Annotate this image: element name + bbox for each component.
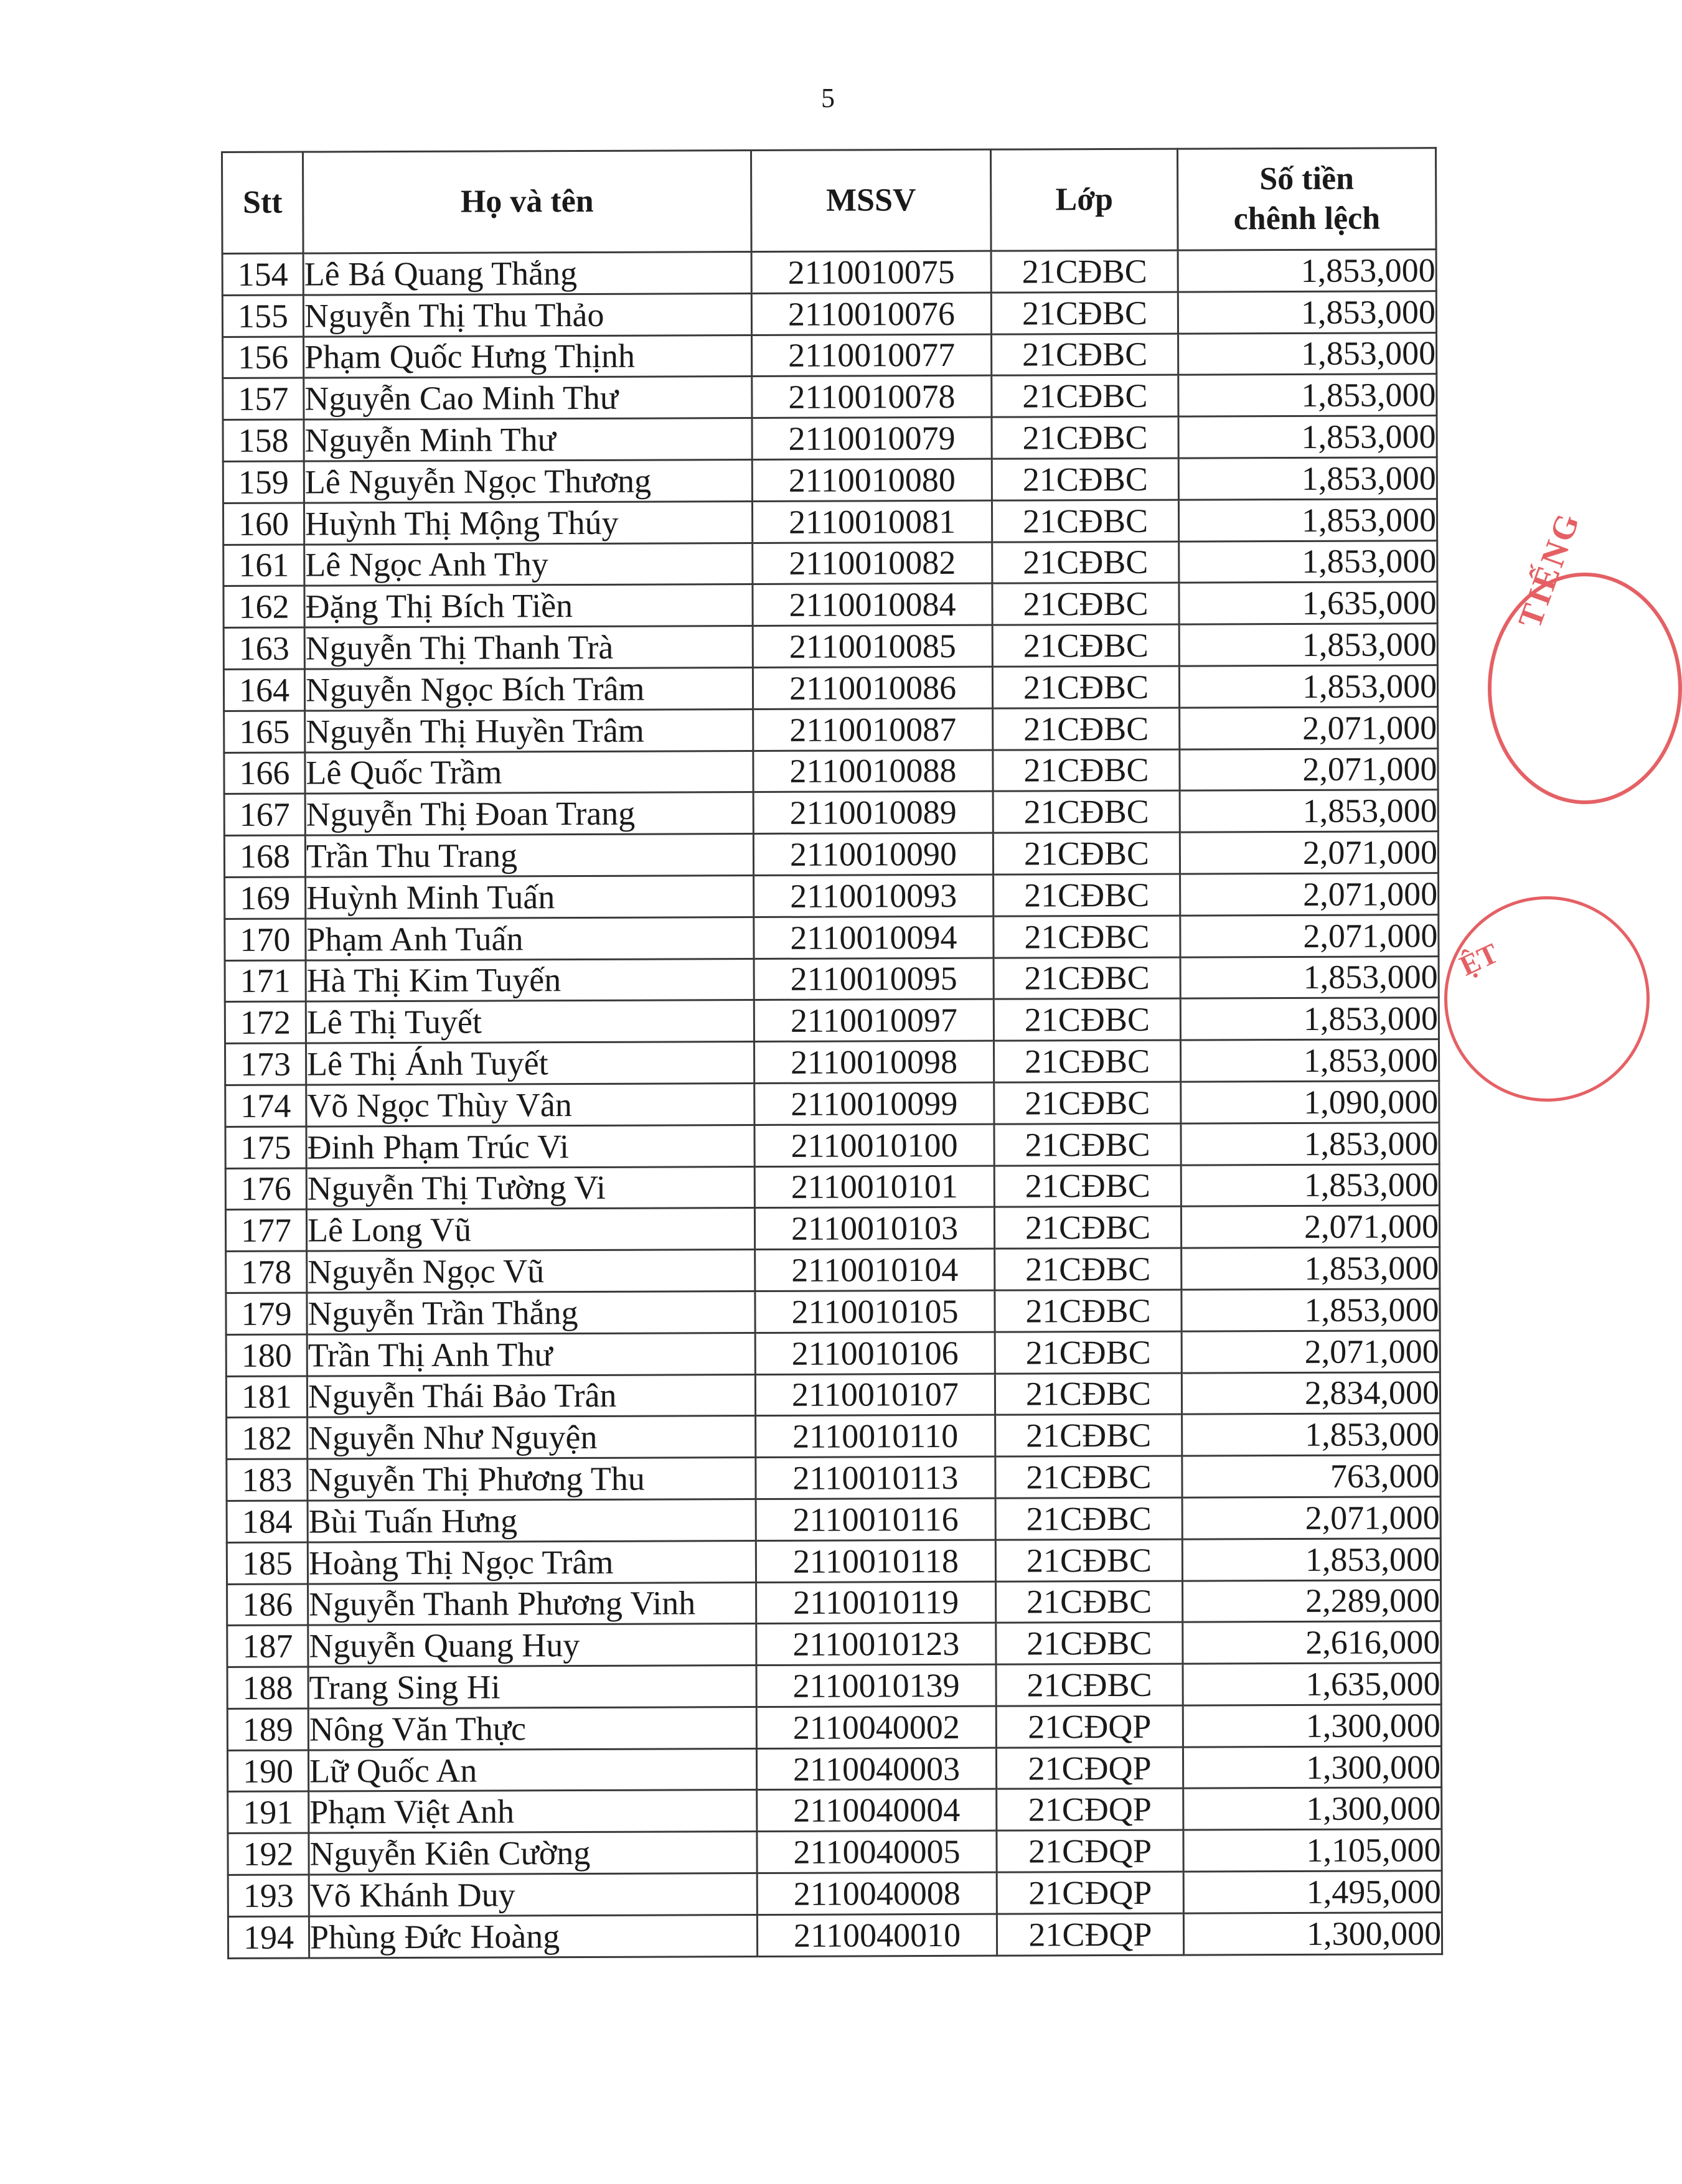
cell-amount: 1,853,000	[1180, 998, 1439, 1040]
table-row	[225, 1039, 1439, 1085]
header-amount	[1177, 148, 1436, 250]
cell-mssv: 2110010097	[754, 1000, 994, 1042]
cell-lop: 21CĐBC	[992, 375, 1178, 418]
cell-lop: 21CĐBC	[992, 500, 1178, 542]
header-amount-line2: chênh lệch	[1233, 200, 1381, 237]
header-stt: Stt	[222, 152, 304, 253]
cell-name: Trang Sing Hi	[308, 1666, 756, 1708]
cell-amount: 1,853,000	[1179, 540, 1437, 583]
cell-lop: 21CĐBC	[995, 1331, 1182, 1374]
cell-stt: 178	[226, 1251, 307, 1293]
cell-name: Nguyễn Ngọc Bích Trâm	[304, 667, 753, 710]
table-row	[227, 1746, 1441, 1792]
cell-stt: 156	[223, 337, 304, 378]
cell-amount: 1,853,000	[1182, 1413, 1440, 1456]
cell-stt: 158	[223, 419, 304, 461]
cell-stt: 180	[226, 1334, 307, 1376]
cell-mssv: 2110010075	[751, 251, 991, 293]
cell-name: Huỳnh Minh Tuấn	[306, 875, 754, 918]
cell-name: Phạm Anh Tuấn	[306, 917, 754, 960]
cell-mssv: 2110010081	[752, 500, 992, 543]
table-row	[225, 1206, 1439, 1252]
cell-amount: 2,071,000	[1182, 1330, 1440, 1372]
cell-name: Lê Nguyễn Ngọc Thương	[304, 460, 752, 503]
cell-name: Nguyễn Thị Thu Thảo	[303, 293, 751, 336]
table-row	[222, 291, 1436, 337]
cell-name: Nguyễn Thị Đoan Trang	[305, 792, 753, 835]
cell-mssv: 2110010106	[755, 1332, 995, 1374]
header-lop: Lớp	[990, 149, 1178, 251]
cell-lop: 21CĐBC	[993, 832, 1180, 874]
cell-name: Lê Ngọc Anh Thy	[304, 543, 753, 586]
cell-lop: 21CĐBC	[991, 250, 1178, 293]
cell-lop: 21CĐBC	[992, 334, 1178, 376]
cell-name: Nguyễn Thị Thanh Trà	[304, 626, 753, 669]
cell-name: Đặng Thị Bích Tiền	[304, 584, 753, 627]
cell-mssv: 2110040003	[756, 1748, 996, 1790]
cell-amount: 2,071,000	[1180, 706, 1438, 749]
page-number: 5	[821, 83, 835, 113]
table-row	[227, 1497, 1440, 1543]
cell-stt: 194	[228, 1916, 309, 1958]
cell-lop: 21CĐBC	[995, 1497, 1182, 1540]
cell-stt: 170	[225, 919, 306, 960]
cell-name: Nguyễn Thanh Phương Vinh	[308, 1582, 756, 1625]
cell-amount: 1,853,000	[1178, 332, 1437, 375]
cell-amount: 2,071,000	[1181, 1206, 1439, 1248]
cell-lop: 21CĐBC	[995, 1414, 1182, 1456]
cell-stt: 171	[225, 960, 306, 1002]
table-header-row	[222, 148, 1437, 254]
cell-name: Lê Quốc Trầm	[305, 751, 753, 794]
cell-amount: 1,495,000	[1183, 1871, 1442, 1913]
cell-stt: 183	[227, 1459, 308, 1501]
cell-amount: 1,090,000	[1181, 1081, 1439, 1123]
cell-name: Nông Văn Thực	[308, 1707, 756, 1750]
cell-name: Nguyễn Minh Thư	[304, 418, 752, 461]
cell-amount: 2,071,000	[1180, 748, 1438, 790]
table-row	[226, 1372, 1440, 1418]
cell-amount: 1,853,000	[1178, 291, 1436, 333]
cell-stt: 173	[225, 1043, 306, 1085]
cell-amount: 1,853,000	[1178, 457, 1437, 500]
cell-mssv: 2110010101	[754, 1166, 994, 1208]
cell-stt: 175	[225, 1127, 306, 1168]
cell-name: Bùi Tuấn Hưng	[308, 1499, 756, 1542]
cell-amount: 2,616,000	[1183, 1621, 1441, 1664]
cell-lop: 21CĐBC	[992, 541, 1179, 584]
table-row	[227, 1413, 1440, 1460]
cell-lop: 21CĐBC	[994, 874, 1180, 916]
table-row	[226, 1330, 1440, 1376]
cell-stt: 184	[227, 1501, 308, 1542]
cell-stt: 164	[223, 669, 304, 711]
cell-stt: 161	[223, 545, 304, 586]
cell-amount: 2,071,000	[1182, 1497, 1440, 1539]
cell-mssv: 2110010086	[753, 667, 992, 709]
cell-name: Nguyễn Ngọc Vũ	[307, 1250, 755, 1293]
cell-lop: 21CĐBC	[994, 1040, 1180, 1082]
cell-stt: 165	[224, 711, 305, 752]
cell-mssv: 2110010089	[753, 792, 993, 834]
cell-mssv: 2110040008	[757, 1872, 997, 1915]
cell-mssv: 2110010087	[753, 708, 993, 751]
cell-name: Huỳnh Thị Mộng Thúy	[304, 501, 752, 544]
cell-name: Nguyễn Trần Thắng	[307, 1291, 755, 1334]
cell-mssv: 2110010118	[756, 1540, 995, 1582]
cell-stt: 172	[225, 1001, 306, 1043]
cell-lop: 21CĐQP	[997, 1789, 1183, 1831]
seal-text-secondary: ỆT	[1455, 937, 1503, 982]
table-row	[225, 1122, 1439, 1168]
cell-stt: 176	[225, 1168, 306, 1210]
cell-amount: 1,300,000	[1183, 1705, 1441, 1747]
cell-name: Nguyễn Thị Phương Thu	[308, 1458, 756, 1501]
cell-stt: 182	[227, 1417, 308, 1459]
cell-mssv: 2110010079	[752, 417, 992, 459]
cell-stt: 186	[227, 1584, 308, 1626]
cell-name: Phạm Quốc Hưng Thịnh	[304, 335, 752, 378]
cell-mssv: 2110010098	[754, 1041, 994, 1083]
table-row	[227, 1663, 1441, 1709]
cell-amount: 1,853,000	[1182, 1289, 1440, 1331]
cell-lop: 21CĐBC	[992, 416, 1178, 459]
cell-lop: 21CĐBC	[992, 458, 1178, 500]
cell-lop: 21CĐBC	[993, 708, 1180, 750]
table-row	[226, 1247, 1440, 1293]
cell-mssv: 2110010099	[754, 1082, 994, 1125]
cell-amount: 2,071,000	[1180, 832, 1438, 874]
cell-stt: 157	[223, 378, 304, 419]
cell-mssv: 2110010094	[754, 916, 994, 958]
cell-stt: 187	[227, 1625, 308, 1667]
red-seal-stamp	[1488, 506, 1682, 804]
cell-lop: 21CĐBC	[994, 1165, 1181, 1207]
cell-mssv: 2110010077	[752, 334, 992, 377]
cell-lop: 21CĐBC	[995, 1248, 1182, 1290]
cell-amount: 1,300,000	[1183, 1746, 1441, 1788]
cell-amount: 1,635,000	[1179, 582, 1437, 624]
cell-lop: 21CĐBC	[992, 583, 1179, 626]
cell-mssv: 2110010076	[751, 293, 991, 335]
seal-text: TIẾNG	[1510, 506, 1587, 633]
cell-mssv: 2110040004	[757, 1789, 997, 1832]
cell-amount: 1,300,000	[1183, 1788, 1442, 1830]
cell-stt: 185	[227, 1542, 308, 1584]
header-mssv: MSSV	[751, 149, 992, 251]
cell-name: Trần Thu Trang	[305, 834, 753, 877]
cell-name: Lê Long Vũ	[306, 1208, 754, 1251]
cell-stt: 192	[228, 1833, 309, 1875]
table-row	[223, 416, 1437, 462]
table-row	[225, 873, 1439, 919]
cell-name: Lữ Quốc An	[308, 1748, 756, 1791]
cell-mssv: 2110010107	[755, 1374, 995, 1416]
cell-mssv: 2110010084	[753, 584, 992, 626]
cell-stt: 177	[225, 1209, 306, 1251]
cell-lop: 21CĐBC	[994, 1123, 1181, 1166]
cell-lop: 21CĐBC	[994, 1082, 1181, 1124]
table-row	[227, 1455, 1440, 1501]
cell-mssv: 2110010078	[752, 376, 992, 418]
cell-amount: 1,853,000	[1180, 1039, 1439, 1082]
cell-stt: 166	[224, 752, 305, 794]
cell-stt: 191	[228, 1792, 309, 1834]
cell-name: Lê Thị Tuyết	[306, 1000, 754, 1043]
cell-stt: 188	[227, 1667, 308, 1708]
cell-mssv: 2110010123	[756, 1623, 996, 1665]
cell-stt: 162	[223, 586, 304, 627]
cell-stt: 155	[222, 295, 303, 337]
cell-name: Hà Thị Kim Tuyến	[306, 958, 754, 1001]
cell-amount: 2,289,000	[1183, 1580, 1441, 1622]
cell-lop: 21CĐBC	[994, 998, 1180, 1041]
cell-mssv: 2110010080	[752, 459, 992, 501]
cell-mssv: 2110010105	[755, 1290, 995, 1333]
cell-amount: 1,853,000	[1181, 1164, 1439, 1206]
cell-stt: 179	[226, 1293, 307, 1334]
cell-name: Trần Thị Anh Thư	[307, 1333, 755, 1376]
cell-mssv: 2110010139	[756, 1664, 996, 1707]
cell-lop: 21CĐBC	[994, 916, 1180, 958]
cell-lop: 21CĐBC	[995, 1290, 1182, 1332]
cell-name: Phạm Việt Anh	[309, 1790, 757, 1833]
cell-lop: 21CĐBC	[995, 1373, 1182, 1415]
cell-amount: 2,071,000	[1180, 873, 1439, 916]
table-row	[224, 790, 1438, 836]
table-row	[225, 1081, 1439, 1127]
table-row	[226, 1289, 1440, 1335]
table-row	[228, 1829, 1442, 1875]
cell-stt: 167	[224, 794, 305, 835]
table-row	[224, 832, 1438, 878]
cell-amount: 1,853,000	[1179, 665, 1437, 708]
cell-lop: 21CĐQP	[997, 1830, 1183, 1872]
table-row	[223, 582, 1437, 628]
cell-stt: 160	[223, 503, 304, 545]
cell-amount: 1,853,000	[1178, 499, 1437, 541]
cell-stt: 168	[224, 835, 305, 877]
cell-lop: 21CĐQP	[997, 1872, 1183, 1914]
table-row	[227, 1538, 1440, 1584]
cell-lop: 21CĐBC	[996, 1622, 1183, 1664]
cell-amount: 1,853,000	[1182, 1247, 1440, 1290]
cell-lop: 21CĐBC	[993, 790, 1180, 833]
cell-stt: 181	[226, 1376, 307, 1418]
cell-mssv: 2110040005	[757, 1830, 997, 1873]
cell-stt: 169	[225, 877, 306, 919]
cell-name: Đinh Phạm Trúc Vi	[306, 1125, 754, 1168]
cell-lop: 21CĐBC	[993, 749, 1180, 792]
red-seal-stamp-secondary	[1444, 896, 1650, 1102]
table-row	[223, 374, 1437, 420]
cell-amount: 1,853,000	[1179, 624, 1437, 666]
cell-name: Võ Khánh Duy	[309, 1873, 757, 1916]
cell-mssv: 2110010095	[754, 958, 994, 1000]
cell-lop: 21CĐQP	[996, 1705, 1183, 1748]
cell-name: Nguyễn Thị Tường Vi	[306, 1166, 754, 1209]
cell-amount: 1,853,000	[1182, 1538, 1440, 1580]
cell-amount: 1,853,000	[1181, 1122, 1439, 1165]
cell-mssv: 2110010119	[756, 1582, 996, 1624]
table-row	[222, 250, 1436, 296]
table-row	[223, 540, 1437, 586]
cell-lop: 21CĐBC	[994, 957, 1180, 1000]
cell-mssv: 2110040010	[757, 1914, 997, 1956]
cell-amount: 1,853,000	[1178, 374, 1437, 416]
cell-stt: 190	[227, 1750, 308, 1792]
table-row	[227, 1621, 1441, 1667]
cell-mssv: 2110010116	[756, 1498, 995, 1540]
cell-mssv: 2110010085	[753, 625, 992, 667]
table-row	[223, 499, 1437, 545]
student-table-wrapper	[221, 147, 1443, 1959]
table-row	[227, 1580, 1441, 1626]
cell-name: Nguyễn Như Nguyện	[308, 1416, 756, 1459]
cell-name: Nguyễn Thị Huyền Trâm	[305, 709, 753, 752]
cell-lop: 21CĐBC	[995, 1539, 1182, 1582]
cell-name: Nguyễn Kiên Cường	[309, 1832, 757, 1875]
cell-mssv: 2110040002	[756, 1706, 996, 1748]
cell-stt: 174	[225, 1085, 306, 1127]
table-row	[227, 1705, 1441, 1751]
header-name: Họ và tên	[303, 151, 752, 254]
cell-name: Phùng Đức Hoàng	[309, 1915, 757, 1957]
cell-lop: 21CĐBC	[992, 666, 1179, 708]
table-row	[228, 1913, 1442, 1959]
cell-mssv: 2110010113	[756, 1456, 995, 1499]
table-row	[225, 1164, 1439, 1210]
cell-lop: 21CĐBC	[992, 624, 1179, 667]
student-fee-table	[221, 147, 1443, 1959]
cell-stt: 193	[228, 1875, 309, 1916]
cell-name: Nguyễn Cao Minh Thư	[304, 377, 752, 419]
cell-amount: 2,071,000	[1180, 914, 1439, 957]
cell-amount: 1,635,000	[1183, 1663, 1441, 1705]
cell-lop: 21CĐBC	[995, 1456, 1182, 1498]
cell-stt: 159	[223, 461, 304, 503]
cell-amount: 1,105,000	[1183, 1829, 1442, 1872]
cell-mssv: 2110010100	[754, 1124, 994, 1166]
table-row	[224, 706, 1438, 752]
table-row	[223, 624, 1437, 670]
cell-mssv: 2110010103	[754, 1207, 994, 1250]
cell-name: Nguyễn Quang Huy	[308, 1624, 756, 1667]
cell-name: Hoàng Thị Ngọc Trâm	[308, 1540, 756, 1583]
table-row	[228, 1871, 1442, 1917]
cell-stt: 189	[227, 1708, 308, 1750]
table-row	[223, 457, 1437, 504]
cell-amount: 1,853,000	[1178, 416, 1437, 458]
cell-lop: 21CĐBC	[991, 292, 1178, 334]
table-row	[224, 748, 1438, 794]
table-row	[225, 914, 1439, 960]
table-row	[225, 956, 1439, 1002]
cell-lop: 21CĐBC	[996, 1664, 1183, 1706]
cell-name: Lê Bá Quang Thắng	[303, 252, 751, 295]
cell-lop: 21CĐQP	[997, 1913, 1183, 1956]
cell-name: Võ Ngọc Thùy Vân	[306, 1083, 754, 1126]
table-row	[223, 332, 1437, 378]
cell-lop: 21CĐBC	[996, 1581, 1183, 1623]
table-body	[222, 250, 1442, 1958]
cell-amount: 763,000	[1182, 1455, 1440, 1497]
cell-amount: 1,853,000	[1180, 790, 1438, 832]
cell-mssv: 2110010110	[756, 1415, 995, 1457]
cell-amount: 1,300,000	[1183, 1913, 1442, 1955]
cell-mssv: 2110010082	[753, 542, 992, 584]
cell-mssv: 2110010090	[753, 833, 993, 875]
cell-stt: 163	[223, 627, 304, 669]
table-row	[228, 1788, 1442, 1834]
table-row	[223, 665, 1437, 711]
cell-name: Lê Thị Ánh Tuyết	[306, 1042, 754, 1085]
table-row	[225, 998, 1439, 1044]
cell-name: Nguyễn Thái Bảo Trân	[307, 1374, 755, 1417]
cell-mssv: 2110010104	[755, 1249, 995, 1291]
header-amount-line1: Số tiền	[1259, 161, 1355, 197]
cell-amount: 2,834,000	[1182, 1372, 1440, 1414]
cell-lop: 21CĐBC	[994, 1206, 1181, 1249]
cell-stt: 154	[222, 253, 303, 295]
cell-amount: 1,853,000	[1178, 250, 1436, 292]
cell-lop: 21CĐQP	[996, 1747, 1183, 1789]
cell-mssv: 2110010093	[754, 874, 994, 917]
cell-mssv: 2110010088	[753, 750, 993, 792]
cell-amount: 1,853,000	[1180, 956, 1439, 998]
